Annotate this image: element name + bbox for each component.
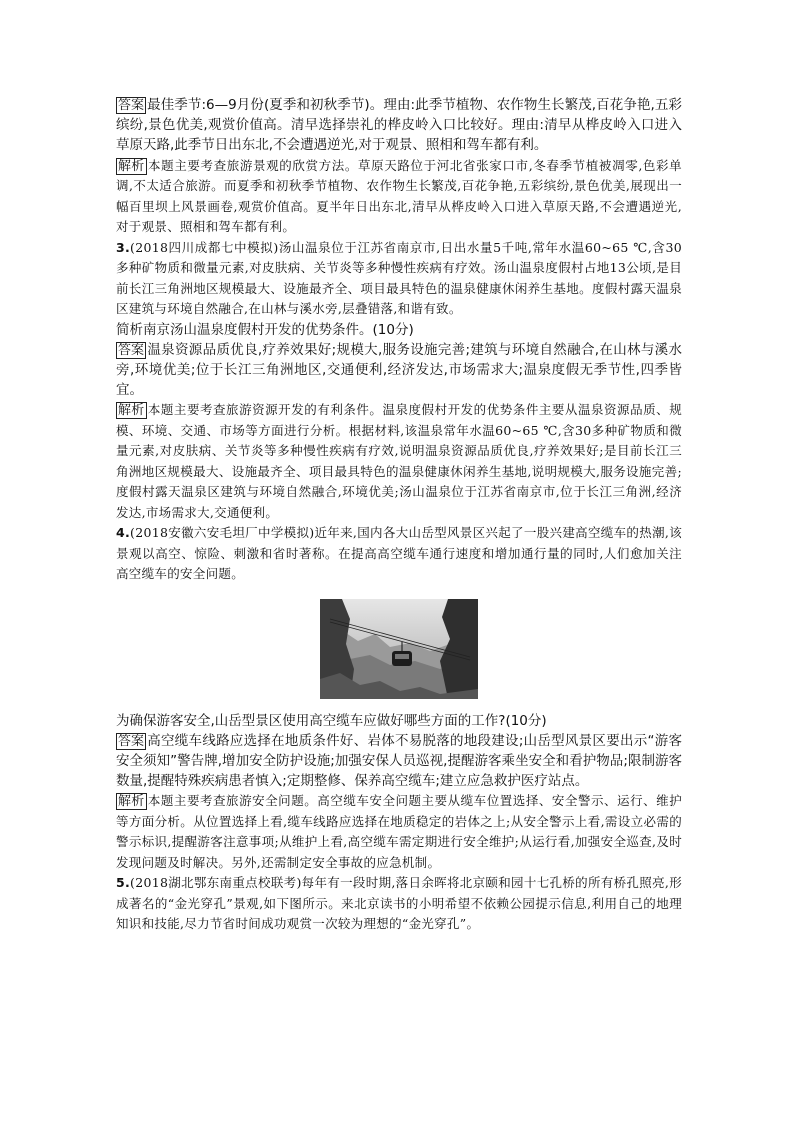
- question-5: [116, 873, 682, 935]
- q2-analysis: [116, 156, 682, 238]
- analysis-tag: 解析: [118, 158, 145, 174]
- question-5-text: (2018湖北鄂东南重点校联考)每年有一段时期,落日余晖将北京颐和园十七孔桥的所有桥孔照亮,形成著名的“金光穿孔”景观,如下图所示。来北京读书的小明希望不依赖公园提示信息,利用自己的地理知识和技能,尽力节省时间成功观赏一次较为理想的“金光穿孔”。: [116, 875, 682, 932]
- q2-answer-text: 最佳季节:6—9月份(夏季和初秋季节)。理由:此季节植物、农作物生长繁茂,百花争艳,五彩缤纷,景色优美,观赏价值高。清早选择崇礼的桦皮岭入口比较好。理由:清早从桦皮岭入口进入草原天路,此季节日出东北,不会遭遇逆光,对于观景、照相和驾车都有利。: [116, 97, 682, 154]
- question-3: [116, 238, 682, 320]
- question-3-text: (2018四川成都七中模拟)汤山温泉位于江苏省南京市,日出水量5千吨,常年水温60~65 ℃,含30多种矿物质和微量元素,对皮肤病、关节炎等多种慢性疾病有疗效。汤山温泉度假村占地13公顷,是目前长江三角洲地区规模最大、设施最齐全、项目最具特色的温泉健康休闲养生基地。度假村露天温泉区建筑与环境自然融合,在山林与溪水旁,层叠错落,和谐有致。: [116, 239, 682, 317]
- question-4: [116, 523, 682, 585]
- question-4-text: (2018安徽六安毛坦厂中学模拟)近年来,国内各大山岳型风景区兴起了一股兴建高空缆车的热潮,该景观以高空、惊险、刺激和省时著称。在提高高空缆车通行速度和增加通行量的同时,人们愈加关注高空缆车的安全问题。: [116, 525, 682, 582]
- document-page: [116, 95, 682, 935]
- question-5-number: 5.: [116, 875, 131, 891]
- q3-analysis-text: 本题主要考查旅游资源开发的有利条件。温泉度假村开发的优势条件主要从温泉资源品质、规模、环境、交通、市场等方面进行分析。根据材料,该温泉常年水温60~65 ℃,含30多种矿物质和微量元素,对皮肤病、关节炎等多种慢性疾病有疗效,说明温泉资源品质优良,疗养效果好;是目前长江三角洲地区规模最大、设施最齐全、项目最具特色的温泉健康休闲养生基地,说明规模大,服务设施完善;度假村露天温泉区建筑与环境自然融合,环境优美;汤山温泉位于江苏省南京市,位于长江三角洲,经济发达,市场需求大,交通便利。: [116, 402, 682, 520]
- answer-tag: 答案: [118, 342, 145, 358]
- q4-analysis: [116, 791, 682, 873]
- q4-answer-text: 高空缆车线路应选择在地质条件好、岩体不易脱落的地段建设;山岳型风景区要出示“游客安全须知”警告牌,增加安全防护设施;加强安保人员巡视,提醒游客乘坐安全和看护物品;限制游客数量,提醒特殊疾病患者慎入;定期整修、保养高空缆车;建立应急救护医疗站点。: [116, 732, 682, 790]
- q4-answer: [116, 731, 682, 792]
- cable-car-photo: [320, 599, 478, 699]
- q2-answer: [116, 95, 682, 156]
- analysis-tag: 解析: [118, 794, 145, 810]
- question-3-prompt: 简析南京汤山温泉度假村开发的优势条件。(10分): [116, 321, 414, 338]
- answer-tag: 答案: [118, 733, 145, 749]
- q4-analysis-text: 本题主要考查旅游安全问题。高空缆车安全问题主要从缆车位置选择、安全警示、运行、维护等方面分析。从位置选择上看,缆车线路应选择在地质稳定的岩体之上;从安全警示上看,需设立必需的警示标识,提醒游客注意事项;从维护上看,高空缆车需定期进行安全维护;从运行看,加强安全巡查,及时发现问题及时解决。另外,还需制定安全事故的应急机制。: [116, 793, 682, 870]
- analysis-tag: 解析: [118, 403, 145, 419]
- q3-answer: [116, 340, 682, 401]
- question-3-number: 3.: [116, 239, 131, 255]
- q3-analysis: [116, 400, 682, 523]
- answer-tag: 答案: [118, 98, 145, 113]
- question-4-number: 4.: [116, 525, 131, 541]
- question-4-prompt: 为确保游客安全,山岳型景区使用高空缆车应做好哪些方面的工作?(10分): [116, 712, 547, 729]
- q2-analysis-text: 本题主要考查旅游景观的欣赏方法。草原天路位于河北省张家口市,冬春季节植被凋零,色彩单调,不太适合旅游。而夏季和初秋季节植物、农作物生长繁茂,百花争艳,五彩缤纷,景色优美,展现出一幅百里坝上风景画卷,观赏价值高。夏半年日出东北,清早从桦皮岭入口进入草原天路,不会遭遇逆光,对于观景、照相和驾车都有利。: [116, 157, 682, 235]
- q3-answer-text: 温泉资源品质优良,疗养效果好;规模大,服务设施完善;建筑与环境自然融合,在山林与溪水旁,环境优美;位于长江三角洲地区,交通便利,经济发达,市场需求大;温泉度假无季节性,四季皆宜。: [116, 341, 682, 399]
